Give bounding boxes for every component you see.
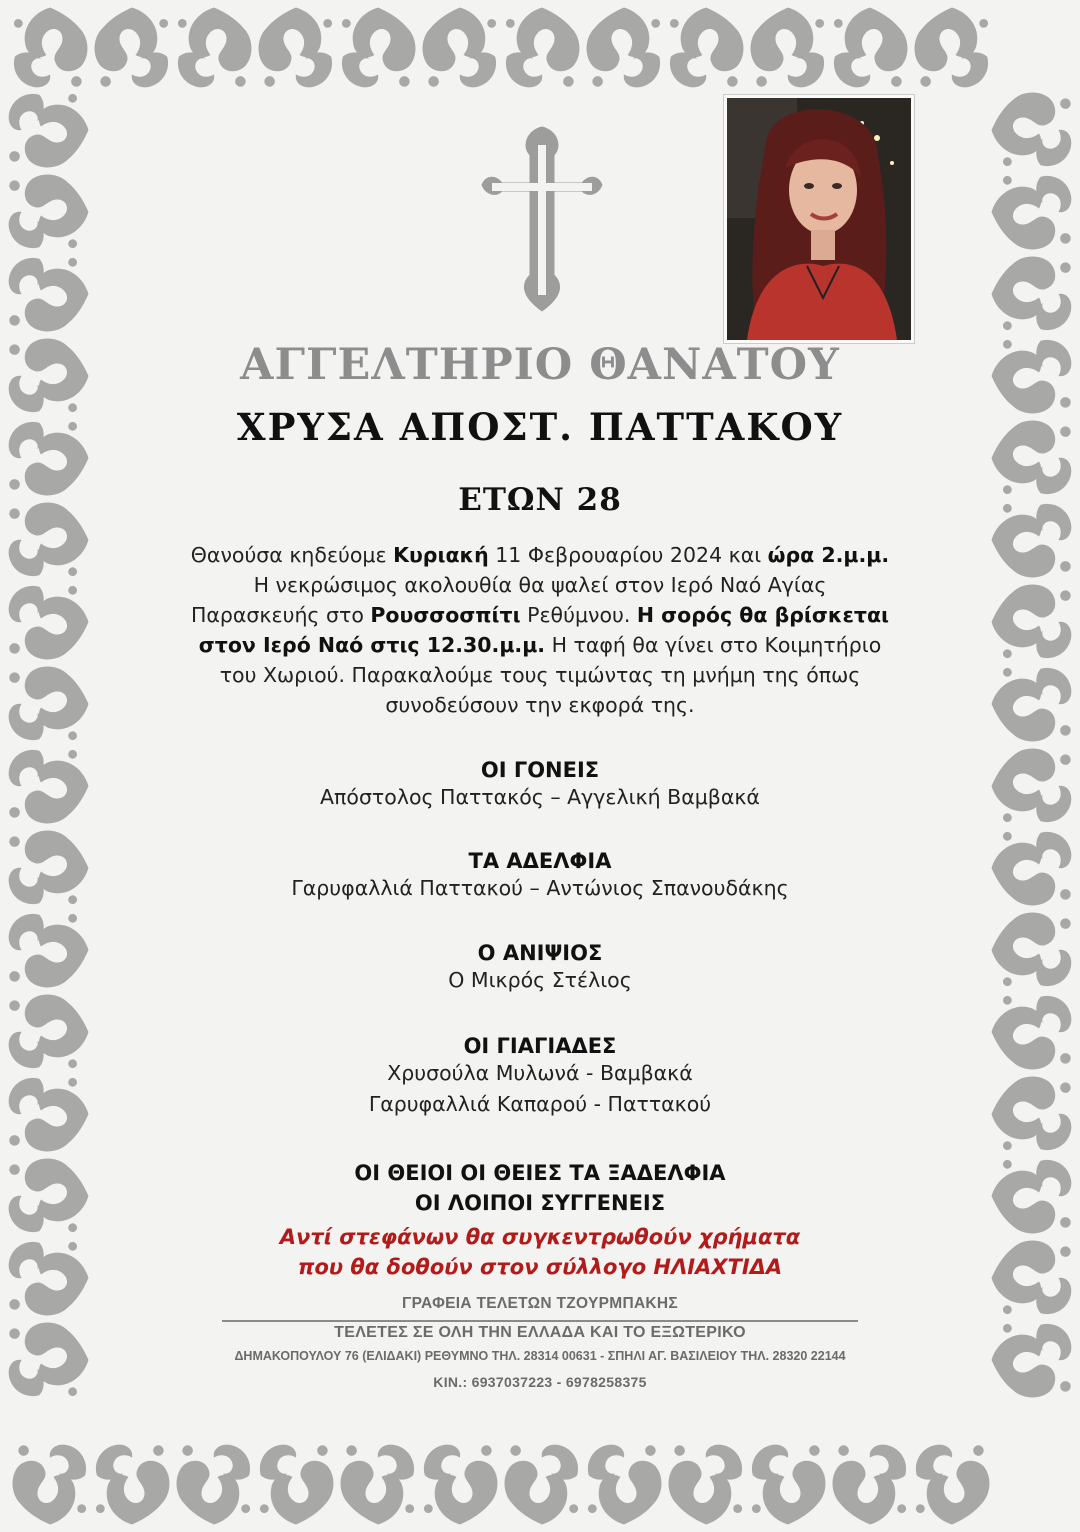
ornament-tile <box>9 258 89 332</box>
ornament-tile <box>505 1445 579 1525</box>
ornament-tile <box>13 1445 87 1525</box>
deceased-name: ΧΡΥΣΑ ΑΠΟΣΤ. ΠΑΤΤΑΚΟΥ <box>236 405 844 449</box>
ornament-tile <box>992 257 1072 331</box>
donation-line-1: Αντί στεφάνων θα συγκεντρωθούν χρήματα <box>279 1225 801 1249</box>
ornament-tile <box>506 8 580 88</box>
ornament-tile <box>751 8 825 88</box>
section-line: Απόστολος Παττακός – Αγγελική Βαμβακά <box>320 785 760 809</box>
ornament-tile <box>992 176 1072 250</box>
ornament-tile <box>588 1445 662 1525</box>
ornament-tile <box>9 831 89 905</box>
details-line-4: στον Ιερό Ναό στις 12.30.μ.μ. Η ταφή θα γίνει στο Κοιμητήριο <box>198 633 882 657</box>
ornament-tile <box>992 668 1072 742</box>
section-line: Χρυσούλα Μυλωνά - Βαμβακά <box>387 1061 693 1085</box>
ornament-tile <box>992 93 1072 167</box>
agency-address: ΔΗΜΑΚΟΠΟΥΛΟΥ 76 (ΕΛΙΔΑΚΙ) ΡΕΘΥΜΝΟ ΤΗΛ. 28314 00631 - ΣΠΗΛΙ ΑΓ. ΒΑΣΙΛΕΙΟΥ ΤΗΛ. 28320 22144 <box>234 1349 846 1363</box>
ornament-tile <box>992 749 1072 823</box>
family-parents <box>110 758 970 813</box>
relatives-line-2: ΟΙ ΛΟΙΠΟΙ ΣΥΓΓΕΝΕΙΣ <box>414 1191 666 1215</box>
ornament-tile <box>752 1445 826 1525</box>
ornament-tile <box>992 340 1072 414</box>
agency-name: ΓΡΑΦΕΙΑ ΤΕΛΕΤΩΝ ΤΖΟΥΡΜΠΑΚΗΣ <box>401 1295 679 1312</box>
ornament-tile <box>424 1445 498 1525</box>
ornament-tile <box>992 1324 1072 1398</box>
ornament-tile <box>833 1445 907 1525</box>
section-title: ΟΙ ΓΟΝΕΙΣ <box>480 758 600 782</box>
details-line-1: Θανούσα κηδεύομε Κυριακή 11 Φεβρουαρίου 2024 και ώρα 2.μ.μ. <box>190 543 890 567</box>
donation-note <box>110 1222 970 1282</box>
agency-service: ΤΕΛΕΤΕΣ ΣΕ ΟΛΗ ΤΗΝ ΕΛΛΑΔΑ ΚΑΙ ΤΟ ΕΞΩΤΕΡΙΚΟ <box>334 1324 746 1341</box>
ornament-tile <box>9 339 89 413</box>
ornament-tile <box>992 421 1072 495</box>
ornament-tile <box>992 585 1072 659</box>
details-line-6: συνοδεύσουν την εκφορά της. <box>385 693 695 717</box>
ornament-tile <box>9 586 89 660</box>
relatives <box>110 1158 970 1218</box>
ornament-tile <box>916 1445 990 1525</box>
relatives-line-1: ΟΙ ΘΕΙΟΙ ΟΙ ΘΕΙΕΣ ΤΑ ΞΑΔΕΛΦΙΑ <box>354 1161 726 1185</box>
section-line: Γαρυφαλλιά Παττακού – Αντώνιος Σπανουδάκης <box>291 876 789 900</box>
ornament-tile <box>992 1241 1072 1315</box>
ornament-tile <box>834 8 908 88</box>
donation-line-2: που θα δοθούν στον σύλλογο ΗΛΙΑΧΤΙΔΑ <box>297 1255 783 1279</box>
divider <box>222 1320 858 1322</box>
ornament-tile <box>9 422 89 496</box>
ornament-tile <box>260 1445 334 1525</box>
ornament-tile <box>9 995 89 1069</box>
ornament-tile <box>9 667 89 741</box>
ornament-tile <box>992 1160 1072 1234</box>
section-title: Ο ΑΝΙΨΙΟΣ <box>477 941 603 965</box>
funeral-details <box>110 540 970 720</box>
ornament-tile <box>992 996 1072 1070</box>
section-line: Γαρυφαλλιά Καπαρού - Παττακού <box>368 1092 712 1116</box>
ornament-tile <box>341 1445 415 1525</box>
ornament-tile <box>9 175 89 249</box>
ornament-tile <box>342 8 416 88</box>
ornament-tile <box>992 913 1072 987</box>
ornament-tile <box>14 8 88 88</box>
family-nephew <box>110 941 970 996</box>
section-title: ΟΙ ΓΙΑΓΙΑΔΕΣ <box>463 1034 617 1058</box>
section-title: ΤΑ ΑΔΕΛΦΙΑ <box>468 849 612 873</box>
orthodox-cross-icon <box>478 125 606 315</box>
details-line-2: Η νεκρώσιμος ακολουθία θα ψαλεί στον Ιερό Ναό Αγίας <box>253 573 827 597</box>
deceased-age: ΕΤΩΝ 28 <box>458 482 622 518</box>
ornament-tile <box>259 8 333 88</box>
ornament-tile <box>992 1077 1072 1151</box>
ornament-tile <box>96 1445 170 1525</box>
ornament-tile <box>992 504 1072 578</box>
family-siblings <box>110 849 970 904</box>
section-line: Ο Μικρός Στέλιος <box>448 968 632 992</box>
ornament-tile <box>9 1323 89 1397</box>
family-grandmothers <box>110 1034 970 1120</box>
ornament-tile <box>669 1445 743 1525</box>
ornament-tile <box>9 1159 89 1233</box>
notice-title: ΑΓΓΕΛΤΗΡΙΟ ΘΑΝΑΤΟΥ <box>240 340 840 390</box>
ornament-tile <box>9 503 89 577</box>
portrait-photo <box>724 95 914 343</box>
ornament-tile <box>587 8 661 88</box>
ornament-tile <box>9 1242 89 1316</box>
ornament-tile <box>670 8 744 88</box>
ornament-tile <box>9 1078 89 1152</box>
ornament-tile <box>9 750 89 824</box>
ornament-tile <box>9 94 89 168</box>
ornament-tile <box>95 8 169 88</box>
details-line-5: του Χωριού. Παρακαλούμε τους τιμώντας τη μνήμη της όπως <box>219 663 861 687</box>
ornament-tile <box>915 8 989 88</box>
details-line-3: Παρασκευής στο Ρουσσοσπίτι Ρεθύμνου. Η σορός θα βρίσκεται <box>190 603 890 627</box>
ornament-tile <box>178 8 252 88</box>
agency-mobile: ΚΙΝ.: 6937037223 - 6978258375 <box>433 1374 647 1390</box>
ornament-tile <box>423 8 497 88</box>
ornament-tile <box>177 1445 251 1525</box>
ornament-tile <box>992 832 1072 906</box>
ornament-tile <box>9 914 89 988</box>
